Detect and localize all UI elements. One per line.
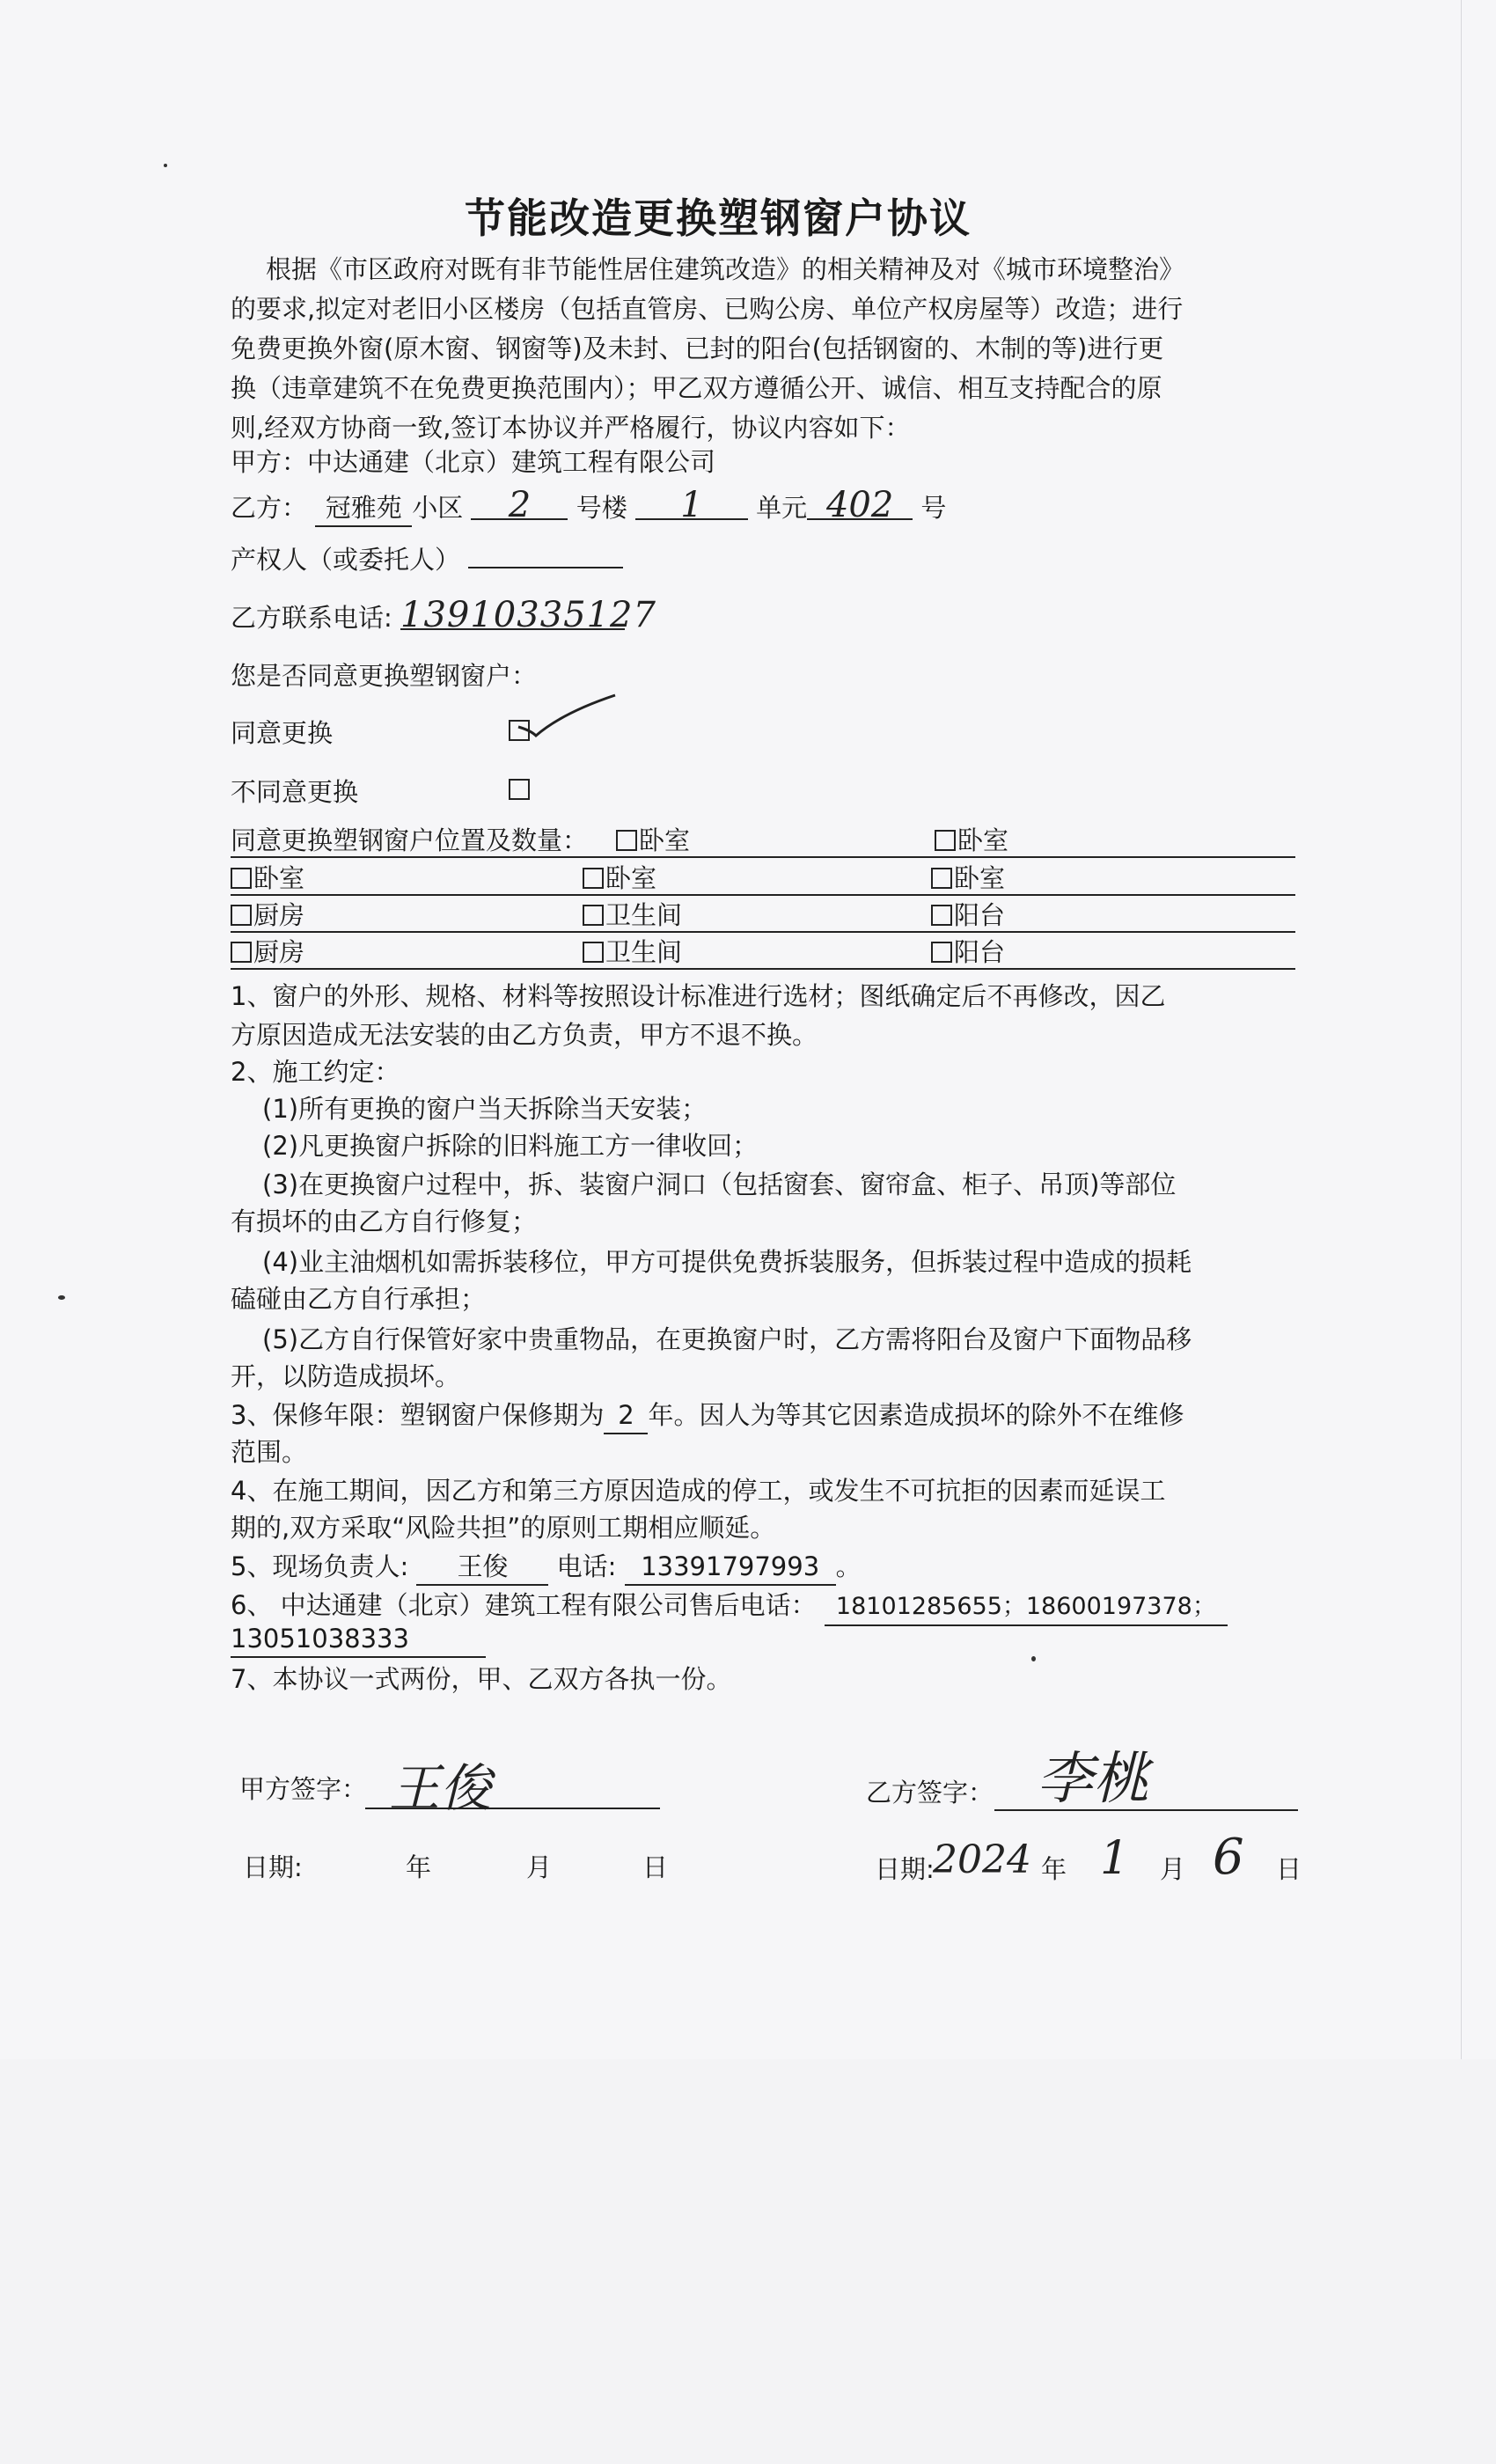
position-label: 阳台 — [954, 937, 1006, 967]
clause-2-4-line-1: (4)业主油烟机如需拆装移位，甲方可提供免费拆装服务，但拆装过程中造成的损耗 — [262, 1247, 1192, 1277]
clause-7: 7、本协议一式两份，甲、乙双方各执一份。 — [231, 1664, 732, 1694]
position-r2-c3[interactable] — [931, 861, 1005, 896]
intro-line-1: 根据《市区政府对既有非节能性居住建筑改造》的相关精神及对《城市环境整治》 — [266, 254, 1185, 284]
agree-label: 同意更换 — [231, 718, 334, 748]
position-label: 卧室 — [639, 825, 691, 855]
date-b-month: 1 — [1100, 1832, 1130, 1885]
clause-2-4-line-2: 磕碰由乙方自行承担； — [231, 1284, 487, 1314]
aftersales-phone-3-field — [231, 1621, 486, 1658]
clause-2-2: (2)凡更换窗户拆除的旧料施工方一律收回； — [262, 1131, 759, 1161]
community-field — [315, 490, 412, 527]
date-b-year: 2024 — [933, 1837, 1031, 1882]
position-r3-c3[interactable] — [931, 898, 1005, 933]
intro-line-5: 则,经双方协商一致,签订本协议并严格履行，协议内容如下： — [231, 413, 911, 443]
question: 您是否同意更换塑钢窗户： — [231, 661, 538, 691]
clause-1-line-1: 1、窗户的外形、规格、材料等按照设计标准进行选材；图纸确定后不再修改，因乙 — [231, 981, 1166, 1011]
date-a-label: 日期: — [243, 1852, 303, 1882]
owner-row — [231, 542, 623, 577]
document-title: 节能改造更换塑钢窗户协议 — [465, 194, 972, 242]
phone-field — [400, 595, 656, 635]
position-label: 卧室 — [253, 863, 305, 893]
aftersales-phones-field — [825, 1589, 1228, 1626]
row-divider — [231, 931, 1295, 933]
date-a-month-label: 月 — [526, 1852, 553, 1882]
community-suffix: 小区 — [412, 493, 464, 523]
party-a: 甲方：中达通建（北京）建筑工程有限公司 — [231, 447, 716, 477]
owner-label: 产权人（或委托人） — [231, 545, 461, 575]
building-field — [471, 485, 568, 525]
building-suffix: 号楼 — [576, 493, 627, 523]
clause-3-line-1 — [231, 1397, 1184, 1434]
clause-5 — [231, 1549, 862, 1586]
warranty-years: 2 — [618, 1400, 634, 1430]
clause-2-5-line-2: 开，以防造成损坏。 — [231, 1361, 461, 1391]
clause-2-1: (1)所有更换的窗户当天拆除当天安装； — [262, 1094, 708, 1124]
phone-value: 13910335127 — [400, 595, 656, 635]
checkmark-icon — [515, 692, 620, 744]
sign-a-signature: 王俊 — [389, 1758, 492, 1818]
positions-label: 同意更换塑钢窗户位置及数量： — [231, 825, 589, 855]
position-r2-c2[interactable] — [583, 861, 656, 896]
date-b-day: 6 — [1213, 1829, 1244, 1886]
clause-5-end: 。 — [835, 1551, 862, 1581]
position-label: 厨房 — [253, 900, 305, 930]
aftersales-phones: 18101285655；18600197378； — [835, 1593, 1216, 1620]
warranty-years-field — [604, 1397, 648, 1434]
building-value: 2 — [508, 485, 532, 525]
intro-line-4: 换（违章建筑不在免费更换范围内）；甲乙双方遵循公开、诚信、相互支持配合的原 — [231, 373, 1162, 403]
clause-5-prefix: 5、现场负责人: — [231, 1551, 409, 1581]
position-r2-c1[interactable] — [231, 861, 304, 896]
position-r1-c2[interactable] — [935, 823, 1008, 858]
date-b-month-label: 月 — [1160, 1854, 1186, 1884]
scan-speck — [164, 164, 167, 167]
manager-name-field — [416, 1549, 548, 1586]
owner-field — [468, 542, 623, 568]
manager-phone-label: 电话: — [556, 1551, 617, 1581]
row-divider — [231, 968, 1295, 970]
clause-4-line-2: 期的,双方采取“风险共担”的原则工期相应顺延。 — [231, 1513, 776, 1543]
manager-phone-field — [625, 1549, 836, 1586]
manager-name: 王俊 — [457, 1551, 509, 1581]
warranty-prefix: 3、保修年限：塑钢窗户保修期为 — [231, 1400, 605, 1430]
clause-2-3-line-2: 有损坏的由乙方自行修复； — [231, 1206, 538, 1236]
position-label: 卫生间 — [605, 937, 683, 967]
intro-line-3: 免费更换外窗(原木窗、钢窗等)及未封、已封的阳台(包括钢窗的、木制的等)进行更 — [231, 334, 1164, 363]
position-label: 卧室 — [605, 863, 657, 893]
clause-4-line-1: 4、在施工期间，因乙方和第三方原因造成的停工，或发生不可抗拒的因素而延误工 — [231, 1476, 1166, 1506]
sign-b-signature: 李桃 — [1037, 1747, 1149, 1812]
sign-a-label: 甲方签字： — [239, 1774, 368, 1804]
party-b-label: 乙方： — [231, 493, 308, 523]
community-value: 冠雅苑 — [325, 493, 402, 523]
clause-3-line-2: 范围。 — [231, 1437, 308, 1467]
row-divider — [231, 856, 1295, 858]
unit-value: 1 — [680, 485, 703, 525]
clause-6-prefix: 6、 中达通建（北京）建筑工程有限公司售后电话： — [231, 1590, 817, 1620]
date-a-year-label: 年 — [406, 1852, 432, 1882]
date-a-day-label: 日 — [642, 1852, 669, 1882]
position-r4-c1[interactable] — [231, 935, 304, 970]
room-suffix: 号 — [920, 493, 947, 523]
room-field — [807, 485, 913, 525]
scan-speck — [1031, 1656, 1036, 1661]
sign-b-label: 乙方签字： — [866, 1778, 994, 1808]
clause-6-line-2 — [231, 1621, 486, 1658]
unit-suffix: 单元 — [756, 493, 808, 523]
row-divider — [231, 894, 1295, 896]
disagree-label: 不同意更换 — [231, 777, 359, 807]
position-r3-c2[interactable] — [583, 898, 682, 933]
position-label: 阳台 — [954, 900, 1006, 930]
position-label: 卧室 — [954, 863, 1006, 893]
unit-field — [635, 485, 748, 525]
phone-label: 乙方联系电话: — [231, 603, 392, 633]
date-b-label: 日期: — [875, 1854, 935, 1884]
date-b-day-label: 日 — [1276, 1854, 1302, 1884]
position-label: 卫生间 — [605, 900, 683, 930]
position-r3-c1[interactable] — [231, 898, 304, 933]
date-b-year-label: 年 — [1041, 1854, 1067, 1884]
clause-2-3-line-1: (3)在更换窗户过程中，拆、装窗户洞口（包括窗套、窗帘盒、柜子、吊顶)等部位 — [262, 1170, 1177, 1199]
scan-speck — [58, 1295, 65, 1300]
position-r4-c2[interactable] — [583, 935, 682, 970]
position-label: 厨房 — [253, 937, 305, 967]
aftersales-phone-3: 13051038333 — [231, 1624, 409, 1654]
position-r1-c1[interactable] — [616, 823, 690, 858]
manager-phone: 13391797993 — [641, 1551, 820, 1581]
phone-row — [231, 595, 656, 635]
intro-line-2: 的要求,拟定对老旧小区楼房（包括直管房、已购公房、单位产权房屋等）改造；进行 — [231, 294, 1184, 324]
position-label: 卧室 — [957, 825, 1009, 855]
position-r4-c3[interactable] — [931, 935, 1005, 970]
clause-1-line-2: 方原因造成无法安装的由乙方负责，甲方不退不换。 — [231, 1020, 818, 1050]
scan-edge — [1461, 0, 1496, 2059]
disagree-checkbox[interactable] — [509, 779, 532, 800]
room-value: 402 — [825, 485, 894, 525]
clause-2-5-line-1: (5)乙方自行保管好家中贵重物品，在更换窗户时，乙方需将阳台及窗户下面物品移 — [262, 1324, 1192, 1354]
party-b-address — [231, 485, 947, 527]
clause-2-heading: 2、施工约定： — [231, 1057, 400, 1087]
warranty-suffix: 年。因人为等其它因素造成损坏的除外不在维修 — [648, 1400, 1184, 1430]
